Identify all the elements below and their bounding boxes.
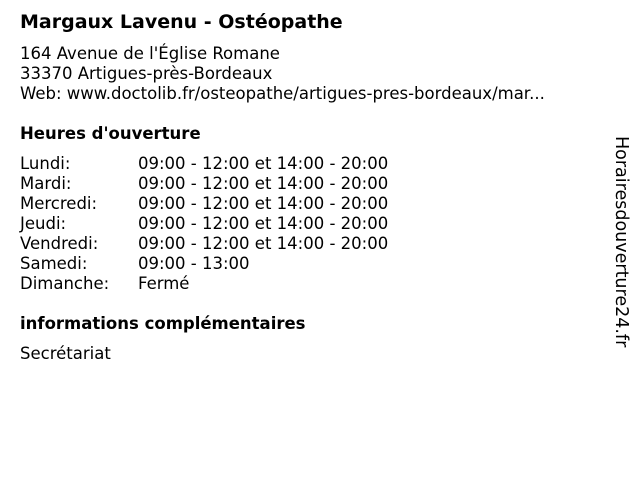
address-street: 164 Avenue de l'Église Romane (20, 44, 280, 63)
day-hours: 09:00 - 12:00 et 14:00 - 20:00 (138, 234, 389, 253)
day-hours: 09:00 - 12:00 et 14:00 - 20:00 (138, 194, 389, 213)
day-label: Mardi: (20, 174, 72, 193)
day-hours: Fermé (138, 274, 190, 293)
additional-info-text: Secrétariat (20, 344, 111, 363)
site-watermark: Horairesdouverture24.fr (611, 136, 631, 348)
day-label: Lundi: (20, 154, 71, 173)
day-hours: 09:00 - 12:00 et 14:00 - 20:00 (138, 174, 389, 193)
day-hours: 09:00 - 12:00 et 14:00 - 20:00 (138, 214, 389, 233)
website-link[interactable]: Web: www.doctolib.fr/osteopathe/artigues-pres-bordeaux/mar... (20, 84, 545, 103)
opening-hours-heading: Heures d'ouverture (20, 124, 201, 143)
day-label: Dimanche: (20, 274, 110, 293)
day-label: Samedi: (20, 254, 88, 273)
day-hours: 09:00 - 12:00 et 14:00 - 20:00 (138, 154, 389, 173)
address-city: 33370 Artigues-près-Bordeaux (20, 64, 273, 83)
address-block (20, 44, 545, 104)
business-name: Margaux Lavenu - Ostéopathe (20, 11, 343, 33)
day-label: Vendredi: (20, 234, 99, 253)
additional-info-heading: informations complémentaires (20, 314, 306, 333)
day-label: Mercredi: (20, 194, 98, 213)
day-label: Jeudi: (20, 214, 67, 233)
day-hours: 09:00 - 13:00 (138, 254, 250, 273)
